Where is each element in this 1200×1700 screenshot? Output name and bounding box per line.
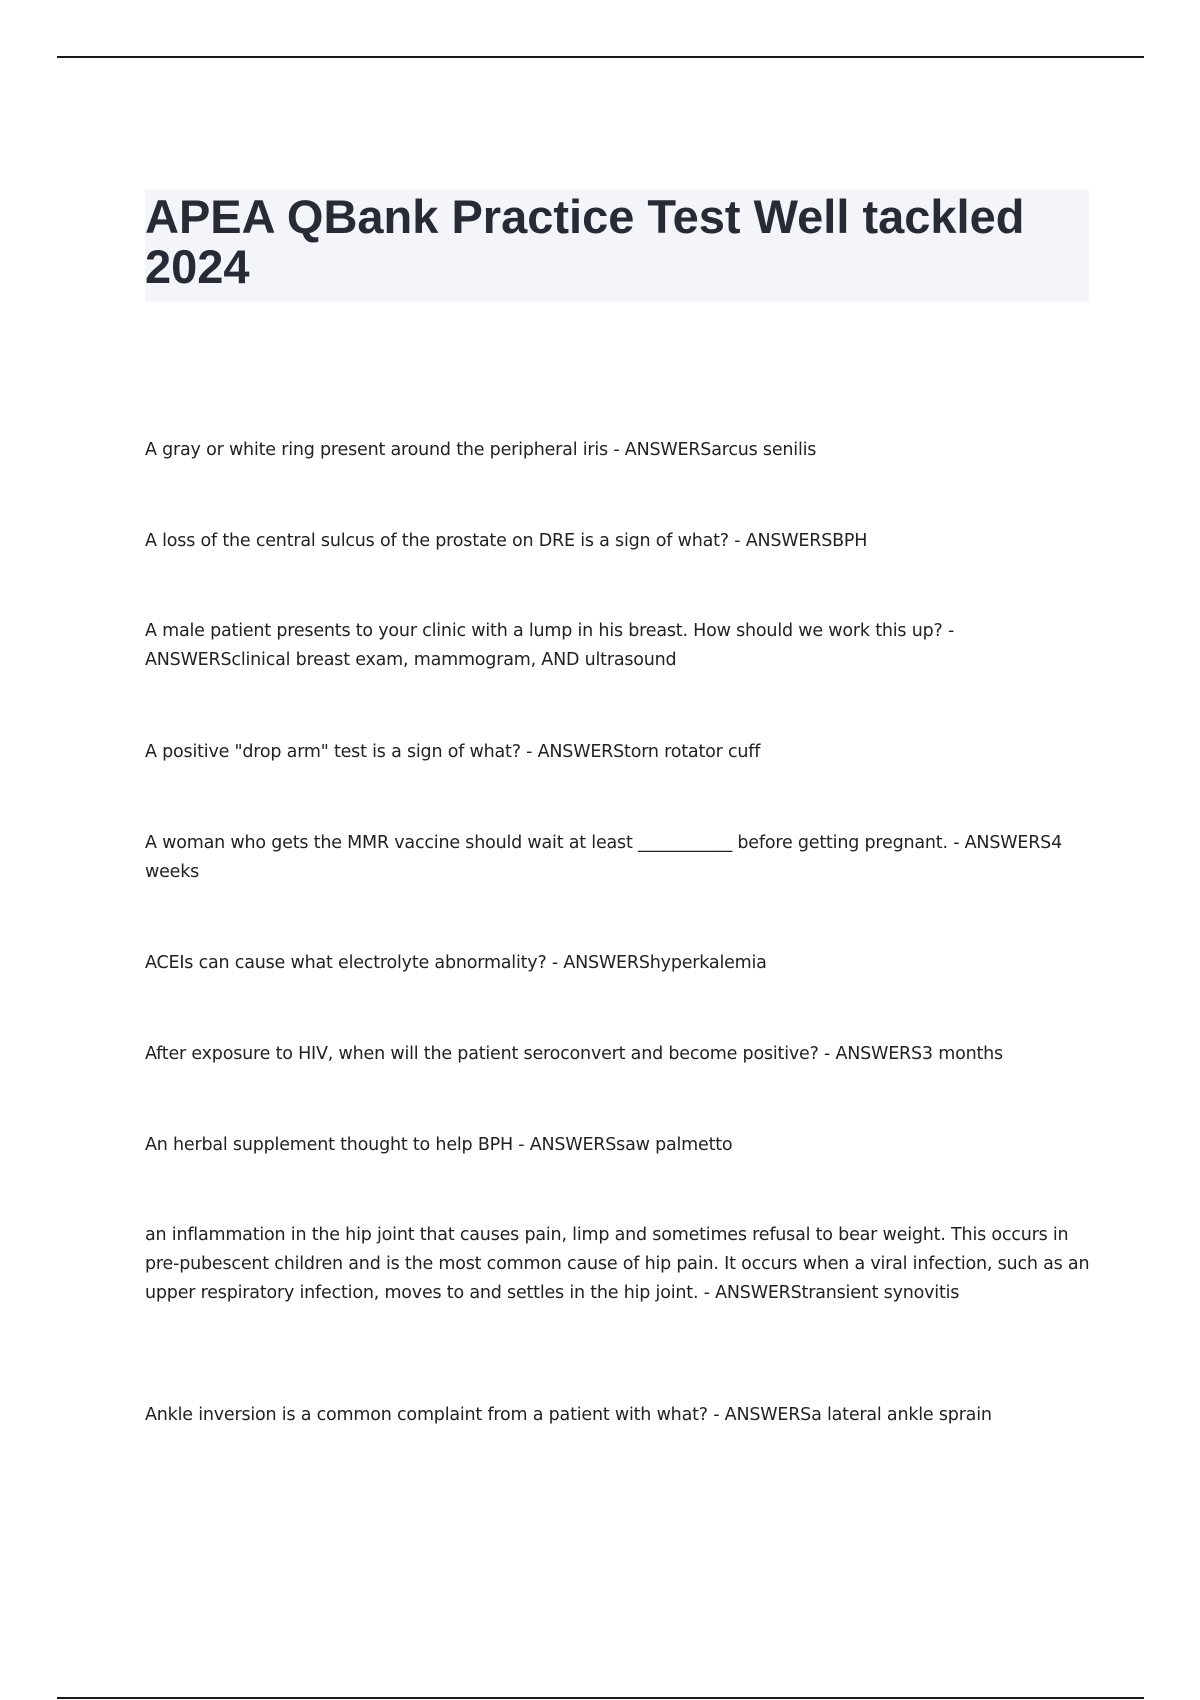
qa-item-3: A male patient presents to your clinic with a lump in his breast. How should we work this up? - ANSWERSclinical breast exam, mammogram, AND ultrasound xyxy=(145,621,955,670)
page-title: APEA QBank Practice Test Well tackled 2024 xyxy=(145,190,1025,293)
qa-item-10: Ankle inversion is a common complaint from a patient with what? - ANSWERSa lateral ankle sprain xyxy=(145,1405,992,1425)
qa-item-7: After exposure to HIV, when will the patient seroconvert and become positive? - ANSWERS3 months xyxy=(145,1044,1003,1064)
qa-item-5: A woman who gets the MMR vaccine should wait at least ___________ before getting pregnant. - ANSWERS4 weeks xyxy=(145,833,1062,882)
qa-item-1: A gray or white ring present around the peripheral iris - ANSWERSarcus senilis xyxy=(145,440,817,460)
qa-item-6: ACEIs can cause what electrolyte abnormality? - ANSWERShyperkalemia xyxy=(145,953,767,973)
qa-item-4: A positive "drop arm" test is a sign of what? - ANSWERStorn rotator cuff xyxy=(145,742,761,762)
header-rule xyxy=(57,56,1144,58)
qa-item-2: A loss of the central sulcus of the prostate on DRE is a sign of what? - ANSWERSBPH xyxy=(145,531,868,551)
qa-item-9: an inflammation in the hip joint that causes pain, limp and sometimes refusal to bear weight. This occurs in pre-pubescent children and is the most common cause of hip pain. It occurs when a viral infection, such as an upper respiratory infection, moves to and settles in the hip joint. - ANSWERStransient synovitis xyxy=(145,1225,1090,1303)
qa-item-8: An herbal supplement thought to help BPH - ANSWERSsaw palmetto xyxy=(145,1135,733,1155)
title-block xyxy=(145,190,1089,302)
footer-rule xyxy=(57,1697,1144,1699)
